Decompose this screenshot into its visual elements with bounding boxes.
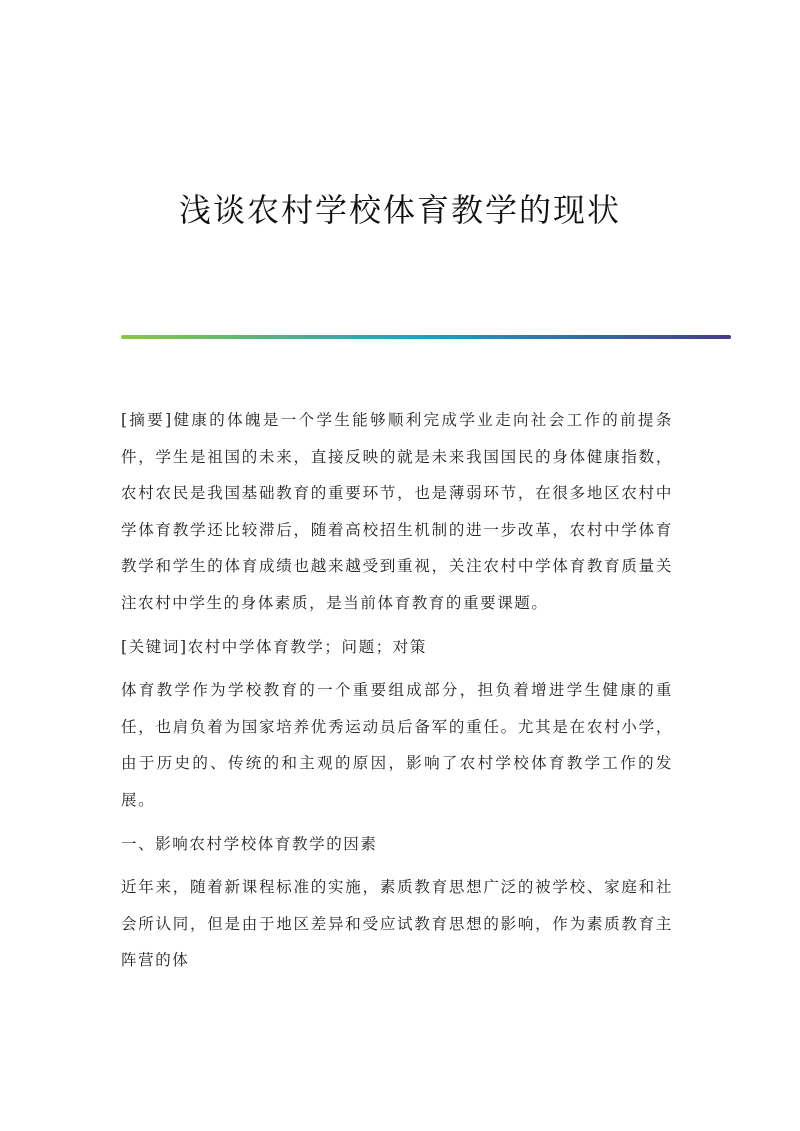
keywords-paragraph: [关键词]农村中学体育教学；问题；对策 — [121, 637, 427, 656]
title-divider — [121, 335, 731, 339]
abstract-paragraph: [摘要]健康的体魄是一个学生能够顺利完成学业走向社会工作的前提条件，学生是祖国的未来，直接反映的就是未来我国国民的身体健康指数，农村农民是我国基础教育的重要环节，也是薄弱环节，在很多地区农村中学体育教学还比较滞后，随着高校招生机制的进一步改革，农村中学体育教学和学生的体育成绩也越来越受到重视，关注农村中学体育教育质量关注农村中学生的身体素质，是当前体育教育的重要课题。 — [121, 411, 673, 612]
document-body — [121, 402, 673, 986]
section-heading: 一、影响农村学校体育教学的因素 — [121, 834, 378, 853]
document-title: 浅谈农村学校体育教学的现状 — [178, 191, 621, 229]
intro-paragraph: 体育教学作为学校教育的一个重要组成部分，担负着增进学生健康的重任，也肩负着为国家培养优秀运动员后备军的重任。尤其是在农村小学，由于历史的、传统的和主观的原因，影响了农村学校体育教学工作的发展。 — [121, 681, 673, 809]
section-paragraph: 近年来，随着新课程标准的实施，素质教育思想广泛的被学校、家庭和社会所认同，但是由于地区差异和受应试教育思想的影响，作为素质教育主阵营的体 — [121, 878, 673, 970]
